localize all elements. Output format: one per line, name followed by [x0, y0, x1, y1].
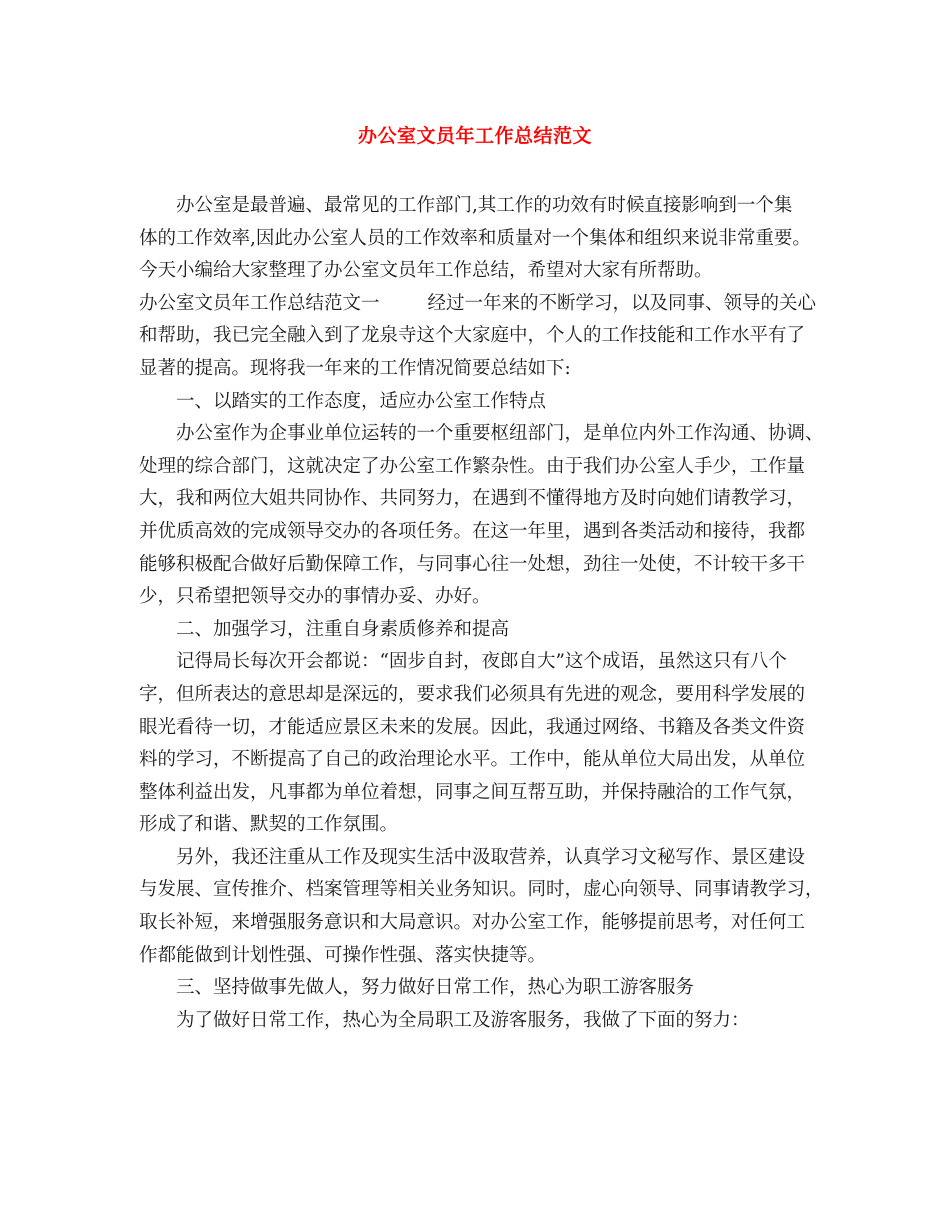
- text-line: 作都能做到计划性强、可操作性强、落实快捷等。: [139, 944, 547, 966]
- text-line: 大，我和两位大姐共同协作、共同努力，在遇到不懂得地方及时向她们请教学习，: [139, 488, 806, 510]
- text-line: 体的工作效率,因此办公室人员的工作效率和质量对一个集体和组织来说非常重要。: [139, 227, 811, 249]
- text-line: 取长补短，来增强服务意识和大局意识。对办公室工作，能够提前思考，对任何工: [139, 912, 806, 934]
- section-heading: 办公室文员年工作总结范文一: [139, 292, 380, 314]
- text-line: 少，只希望把领导交办的事情办妥、办好。: [139, 586, 491, 608]
- text-line: 办公室作为企事业单位运转的一个重要枢纽部门，是单位内外工作沟通、协调、: [176, 423, 824, 445]
- text-line: 与发展、宣传推介、档案管理等相关业务知识。同时，虚心向领导、同事请教学习，: [139, 879, 824, 901]
- text-line: 今天小编给大家整理了办公室文员年工作总结，希望对大家有所帮助。: [139, 260, 713, 282]
- text-line: 处理的综合部门，这就决定了办公室工作繁杂性。由于我们办公室人手少，工作量: [139, 455, 806, 477]
- document-title: 办公室文员年工作总结范文: [357, 125, 592, 147]
- text-line: [139, 288, 829, 321]
- section-subheading: 二、加强学习，注重自身素质修养和提高: [176, 618, 510, 640]
- text-line: 记得局长每次开会都说：“固步自封，夜郎自大”这个成语，虽然这只有八个: [176, 651, 787, 673]
- text-line: 形成了和谐、默契的工作氛围。: [139, 814, 399, 836]
- section-subheading: 三、坚持做事先做人，努力做好日常工作，热心为职工游客服务: [176, 977, 695, 999]
- document-body: [139, 190, 829, 1037]
- text-line: 办公室是最普遍、最常见的工作部门,其工作的功效有时候直接影响到一个集: [176, 195, 793, 216]
- text-line: 整体利益出发，凡事都为单位着想，同事之间互帮互助，并保持融洽的工作气氛，: [139, 781, 806, 803]
- text-line: 眼光看待一切，才能适应景区未来的发展。因此，我通过网络、书籍及各类文件资: [139, 716, 806, 738]
- text-line: 并优质高效的完成领导交办的各项任务。在这一年里，遇到各类活动和接待，我都: [139, 520, 806, 542]
- text-line: 料的学习，不断提高了自己的政治理论水平。工作中，能从单位大局出发，从单位: [139, 749, 806, 771]
- text-line: 能够积极配合做好后勤保障工作，与同事心往一处想，劲往一处使，不计较干多干: [139, 553, 806, 575]
- text-line: 另外，我还注重从工作及现实生活中汲取营养，认真学习文秘写作、景区建设: [176, 846, 806, 868]
- section-subheading: 一、以踏实的工作态度，适应办公室工作特点: [176, 390, 547, 412]
- text-line: 字，但所表达的意思却是深远的，要求我们必须具有先进的观念，要用科学发展的: [139, 683, 806, 705]
- text-line: 为了做好日常工作，热心为全局职工及游客服务，我做了下面的努力：: [176, 1009, 750, 1031]
- text-line: 和帮助，我已完全融入到了龙泉寺这个大家庭中，个人的工作技能和工作水平有了: [139, 325, 806, 347]
- section-intro-text: 经过一年来的不断学习，以及同事、领导的关心: [427, 292, 817, 314]
- text-line: 显著的提高。现将我一年来的工作情况简要总结如下:: [139, 357, 571, 379]
